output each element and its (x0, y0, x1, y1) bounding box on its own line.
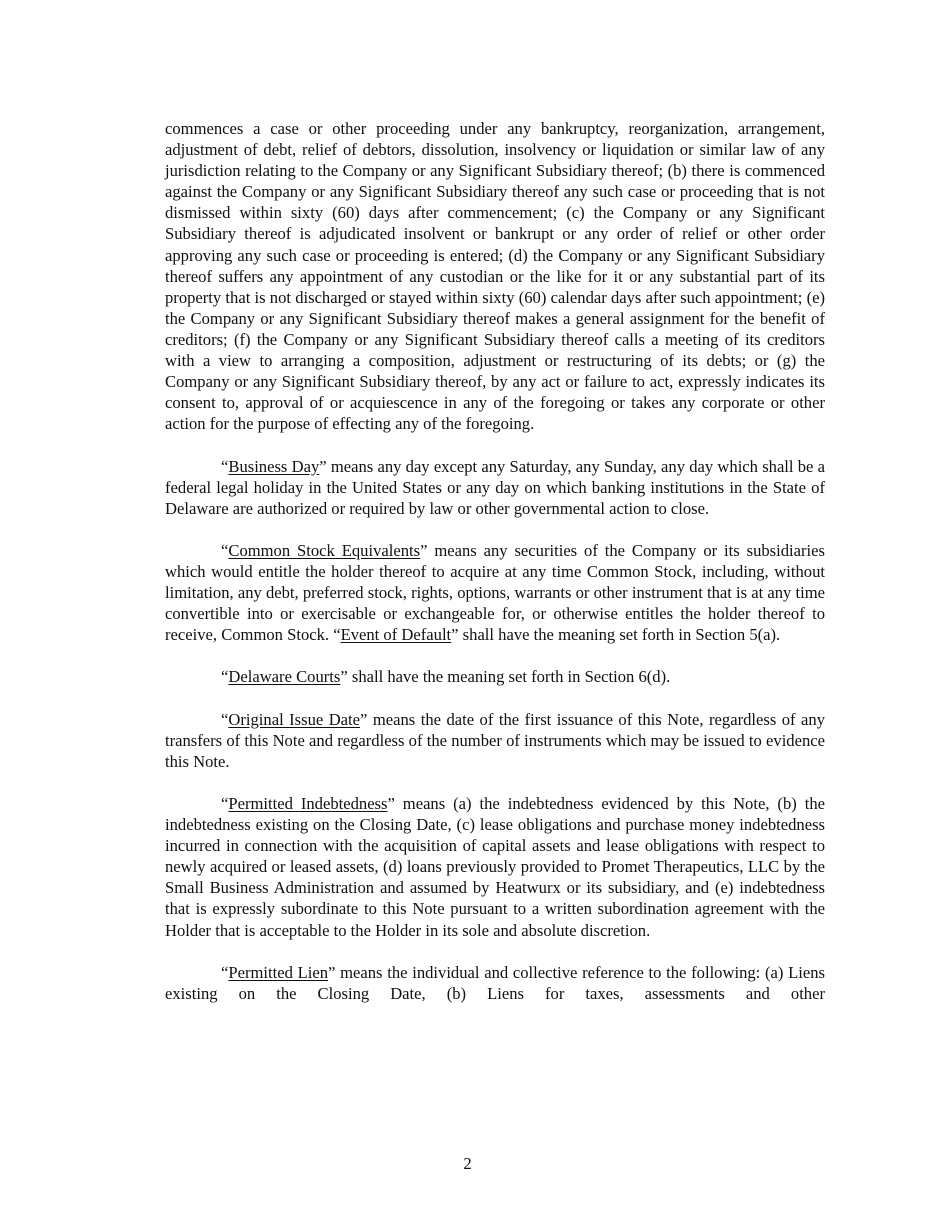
open-quote: “ (221, 709, 229, 729)
defined-term: Business Day (228, 456, 320, 476)
open-quote: “ (221, 962, 229, 982)
definition-text: ” means the individual and collective reference to the following: (a) Liens existing on the Closing Date, (b) Liens for taxes, assessments and other (165, 962, 825, 1003)
document-page (165, 118, 825, 1025)
definition-original-issue-date (165, 709, 825, 772)
paragraph-bankruptcy-continuation (165, 118, 825, 434)
paragraph-text: commences a case or other proceeding under any bankruptcy, reorganization, arrangement, adjustment of debt, relief of debtors, dissolution, insolvency or liquidation or similar law of any jurisdiction relating to the Company or any Significant Subsidiary thereof; (b) there is commenced against the Company or any Significant Subsidiary thereof any such case or proceeding that is not dismissed within sixty (60) days after commencement; (c) the Company or any Significant Subsidiary thereof is adjudicated insolvent or bankrupt or any order of relief or other order approving any such case or proceeding is entered; (d) the Company or any Significant Subsidiary thereof suffers any appointment of any custodian or the like for it or any substantial part of its property that is not discharged or stayed within sixty (60) calendar days after such appointment; (e) the Company or any Significant Subsidiary thereof makes a general assignment for the benefit of creditors; (f) the Company or any Significant Subsidiary thereof calls a meeting of its creditors with a view to arranging a composition, adjustment or restructuring of its debts; or (g) the Company or any Significant Subsidiary thereof, by any act or failure to act, expressly indicates its consent to, approval of or acquiescence in any of the foregoing or takes any corporate or other action for the purpose of effecting any of the foregoing. (165, 119, 825, 434)
defined-term: Permitted Indebtedness (228, 794, 388, 813)
open-quote: “ (221, 667, 229, 687)
defined-term: Delaware Courts (228, 667, 341, 687)
definition-delaware-courts (165, 666, 825, 687)
page-number: 2 (463, 1154, 472, 1173)
definition-text: ” means any securities of the Company or its subsidiaries which would entitle the holder thereof to acquire at any time Common Stock, including, without limitation, any debt, preferred stock, rights, options, warrants or other instrument that is at any time convertible into or exercisable or exchangeable for, or otherwise entitles the holder thereof to receive, Common Stock. “ (165, 540, 825, 645)
open-quote: “ (221, 794, 229, 813)
defined-term: Permitted Lien (228, 962, 329, 982)
definition-permitted-indebtedness (165, 793, 825, 941)
open-quote: “ (221, 540, 229, 560)
definition-business-day (165, 456, 825, 519)
defined-term-event-of-default: Event of Default (340, 625, 452, 645)
definition-text: ” shall have the meaning set forth in Section 6(d). (340, 667, 671, 687)
definition-text: ” means (a) the indebtedness evidenced by this Note, (b) the indebtedness existing on the Closing Date, (c) lease obligations and purchase money indebtedness incurred in connection with the acquisition of capital assets and lease obligations with respect to newly acquired or leased assets, (d) loans previously provided to Promet Therapeutics, LLC by the Small Business Administration and assumed by Heatwurx or its subsidiary, and (e) indebtedness that is expressly subordinate to this Note pursuant to a written subordination agreement with the Holder that is acceptable to the Holder in its sole and absolute discretion. (165, 794, 825, 940)
defined-term: Common Stock Equivalents (228, 540, 421, 560)
definition-common-stock-equivalents (165, 540, 825, 645)
definition-permitted-lien (165, 962, 825, 1004)
defined-term: Original Issue Date (228, 709, 361, 729)
definition-text: ” shall have the meaning set forth in Section 5(a). (451, 625, 781, 645)
definition-text: ” means any day except any Saturday, any Sunday, any day which shall be a federal legal holiday in the United States or any day on which banking institutions in the State of Delaware are authorized or required by law or other governmental action to close. (165, 456, 826, 518)
open-quote: “ (221, 456, 229, 476)
definition-text: ” means the date of the first issuance of this Note, regardless of any transfers of this Note and regardless of the number of instruments which may be issued to evidence this Note. (165, 709, 825, 771)
